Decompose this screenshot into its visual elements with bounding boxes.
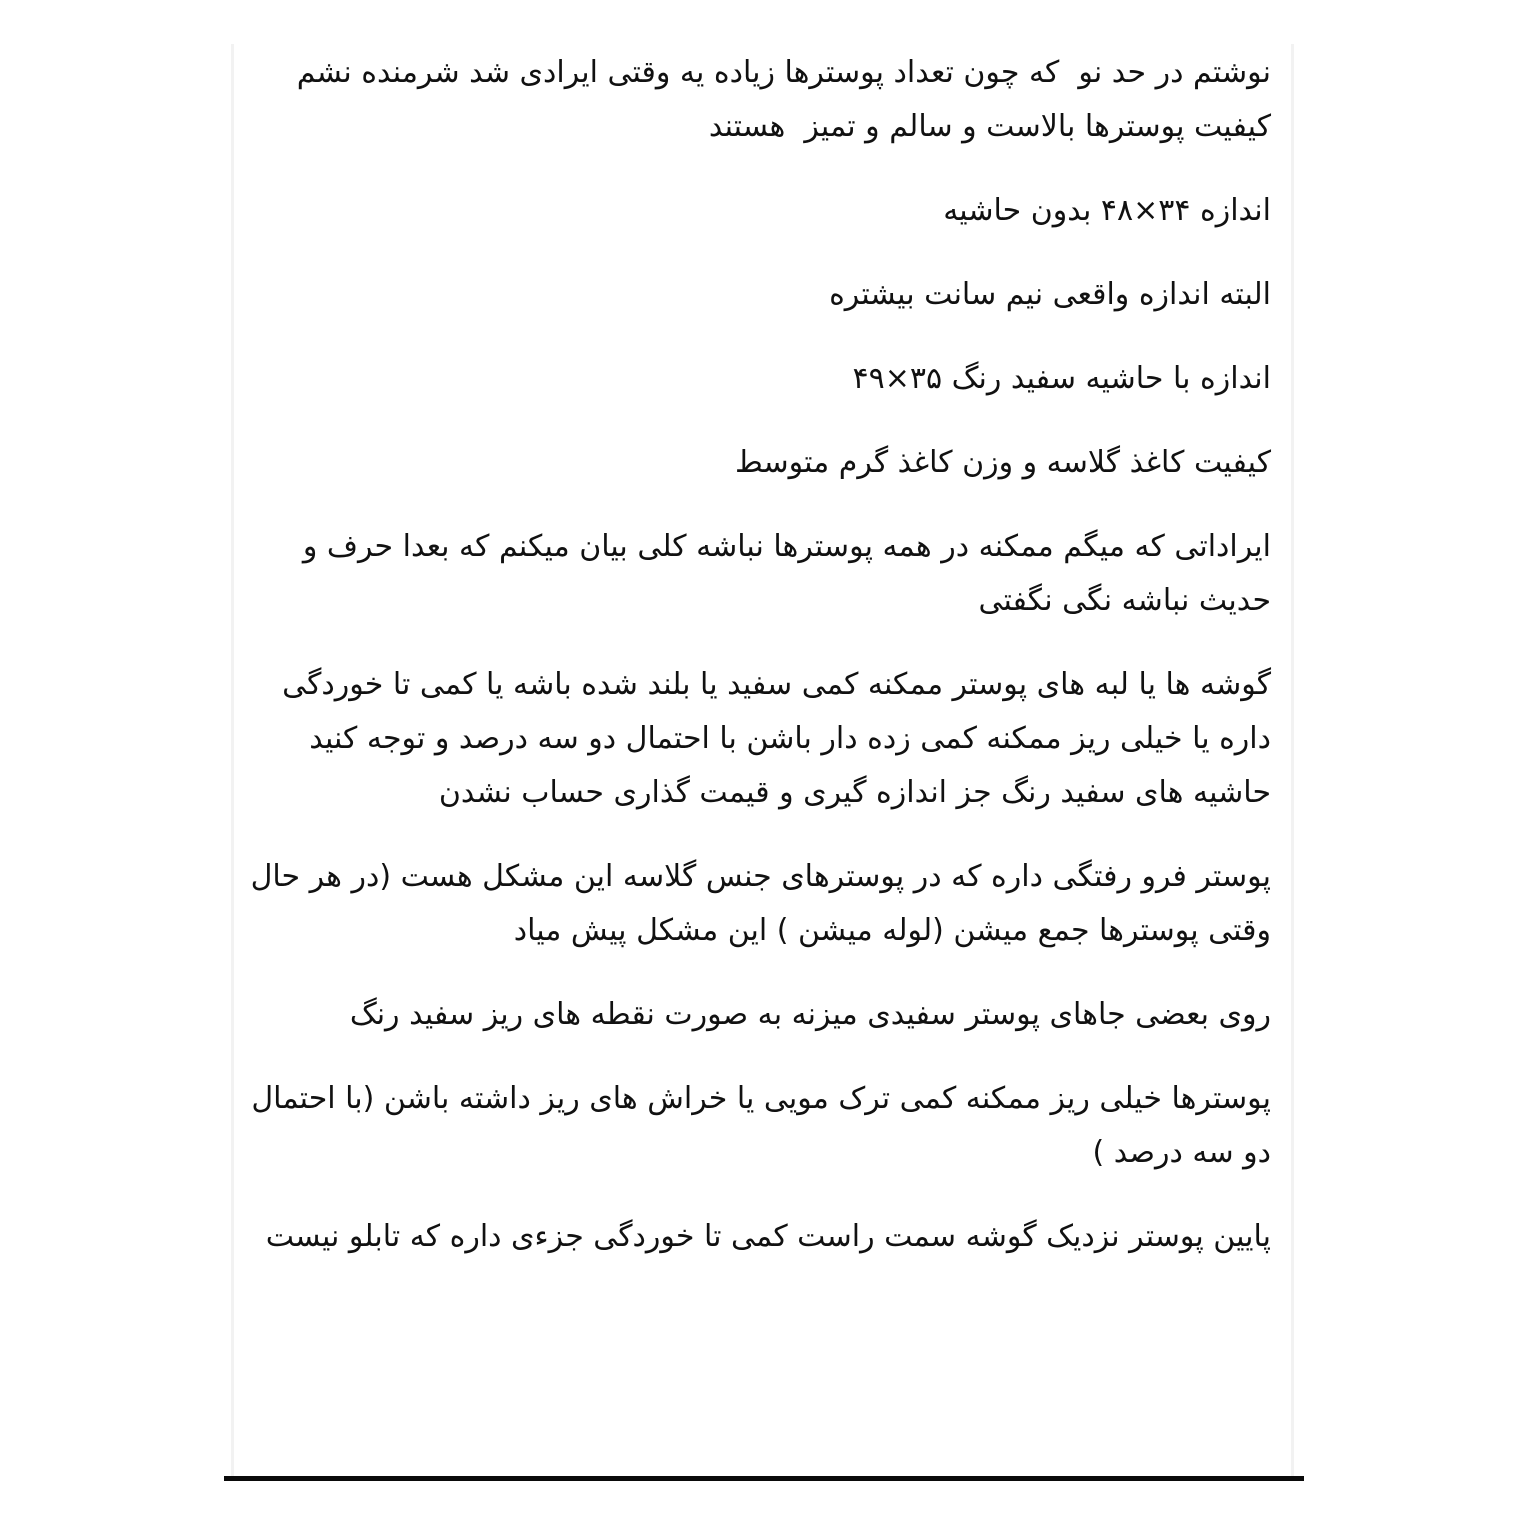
paragraph-hairline-cracks: پوسترها خیلی ریز ممکنه کمی ترک مویی یا خراش های ریز داشته باشن (با احتمال دو سه درصد )	[241, 1081, 1271, 1170]
paragraph-size-no-border: اندازه ۳۴×۴۸ بدون حاشیه	[943, 193, 1271, 228]
paragraph-size-note: البته اندازه واقعی نیم سانت بیشتره	[829, 277, 1271, 312]
description-panel	[231, 44, 1294, 1478]
paragraph-dents: پوستر فرو رفتگی داره که در پوسترهای جنس گلاسه این مشکل هست (در هر حال وقتی پوسترها جمع میشن (لوله میشن ) این مشکل پیش میاد	[241, 859, 1271, 948]
bottom-divider	[224, 1476, 1304, 1481]
paragraph-paper-quality: کیفیت کاغذ گلاسه و وزن کاغذ گرم متوسط	[734, 445, 1271, 480]
paragraph-defects-disclaimer: ایراداتی که میگم ممکنه در همه پوسترها نباشه کلی بیان میکنم که بعدا حرف و حدیث نباشه نگی نگفتی	[293, 529, 1271, 618]
paragraph-corner-defects: گوشه ها یا لبه های پوستر ممکنه کمی سفید یا بلند شده باشه یا کمی تا خوردگی داره یا خیلی ریز ممکنه کمی زده دار باشن با احتمال دو سه درصد و توجه کنید حاشیه های سفید رنگ جز اندازه گیری و قیمت گذاری حساب نشدن	[272, 667, 1271, 810]
paragraph-intro: نوشتم در حد نو که چون تعداد پوسترها زیاده یه وقتی ایرادی شد شرمنده نشم کیفیت پوسترها بالاست و سالم و تمیز هستند	[287, 55, 1271, 144]
paragraph-bottom-fold: پایین پوستر نزدیک گوشه سمت راست کمی تا خوردگی جزءی داره که تابلو نیست	[265, 1219, 1271, 1254]
paragraph-white-spots: روی بعضی جاهای پوستر سفیدی میزنه به صورت نقطه های ریز سفید رنگ	[349, 997, 1271, 1032]
paragraph-size-with-border: اندازه با حاشیه سفید رنگ ۳۵×۴۹	[852, 361, 1271, 396]
description-text	[234, 46, 1271, 1294]
